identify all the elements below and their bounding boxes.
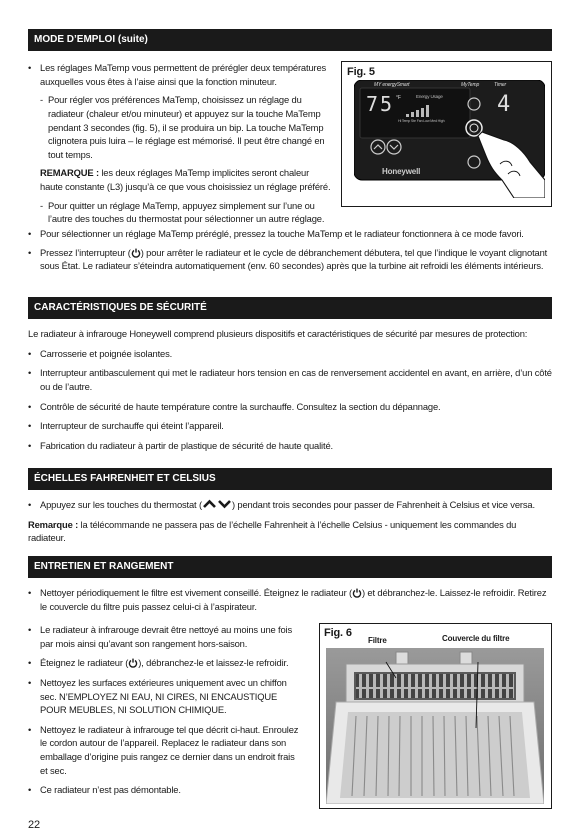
- sub-matemp-set: - Pour régler vos préférences MaTemp, choisissez un réglage du radiateur (chaleur et/ou minuteur) et appuyez sur la touche MaTemp pendant 3 secondes (fig. 5), il se produira un bip. La touche MaTemp clignotera puis luira – le réglage est mémorisé. Il peut être changé en tout temps.: [40, 93, 333, 161]
- bullet-matemp-select: • Pour sélectionner un réglage MaTemp préréglé, pressez la touche MaTemp et le radiateur fonctionnera à ce mode favori.: [28, 227, 552, 241]
- figure-6-label: Fig. 6: [324, 627, 352, 639]
- filter-cover-label: Couvercle du filtre: [442, 634, 510, 643]
- text-part: Appuyez sur les touches du thermostat (: [40, 499, 202, 510]
- section3-content: [28, 498, 552, 545]
- timer-display: 4: [497, 92, 511, 117]
- text-part: Pressez l’interrupteur (: [40, 246, 131, 258]
- mytemp-label: MyTemp: [461, 82, 480, 88]
- figure-6-frame: [319, 623, 552, 809]
- text-part: Éteignez le radiateur (: [40, 657, 129, 669]
- filter-label: Filtre: [368, 636, 387, 645]
- section1-bottom: [28, 227, 552, 273]
- bullet-monthly-clean: • Le radiateur à infrarouge devrait être nettoyé au moins une fois par mois ainsi qu’avant son rangement hors-saison.: [28, 623, 303, 650]
- honeywell-brand: Honeywell: [382, 167, 421, 176]
- power-icon: [131, 248, 141, 258]
- remark-matemp: [40, 166, 333, 193]
- text-part: ), débranchez-le et laissez-le refroidir.: [138, 657, 289, 669]
- section4-left-column: [28, 623, 303, 797]
- section-title-echelles: ÉCHELLES FAHRENHEIT ET CELSIUS: [28, 468, 552, 490]
- text-part: ) pendant trois secondes pour passer de Fahrenheit à Celsius et vice versa.: [231, 499, 535, 510]
- figure-5-label: Fig. 5: [347, 66, 375, 78]
- page-number: 22: [28, 819, 40, 831]
- mode-labels: Hi Temp Ste Fan Low Med High: [398, 119, 445, 123]
- remark-label: Remarque :: [28, 518, 79, 530]
- remark-text: la télécommande ne passera pas de l’échelle Fahrenheit à l’échelle Celsius - uniquement les commandes du radiateur.: [28, 518, 517, 544]
- safety-item: • Contrôle de sécurité de haute température contre la surchauffe. Consultez la section du dépannage.: [28, 400, 552, 414]
- section1-left-column: [28, 61, 333, 226]
- bullet-turn-off: [28, 656, 303, 670]
- section2-content: [28, 327, 552, 452]
- bullet-thermostat-toggle: [28, 498, 552, 512]
- remark-celsius: [28, 518, 552, 545]
- text-part: Nettoyer périodiquement le filtre est vivement conseillé. Éteignez le radiateur (: [40, 587, 352, 598]
- bullet-clean-filter: [28, 586, 552, 613]
- figure-5-frame: [341, 61, 552, 207]
- text-part: ) et débranchez-le. Laissez-le refroidir. Retirez le couvercle du filtre puis passez celui-ci à l’aspirateur.: [40, 587, 547, 612]
- section-title-securite: CARACTÉRISTIQUES DE SÉCURITÉ: [28, 297, 552, 319]
- chevron-down-icon: [217, 499, 232, 509]
- remark-label: REMARQUE :: [40, 167, 99, 179]
- section-title-entretien: ENTRETIEN ET RANGEMENT: [28, 556, 552, 578]
- bullet-not-removable: • Ce radiateur n’est pas démontable.: [28, 783, 303, 797]
- bullet-clean-surfaces: • Nettoyez les surfaces extérieures uniquement avec un chiffon sec. N’EMPLOYEZ NI EAU, NI CIRES, NI ENCAUSTIQUE POUR MEUBLES, NI SOLUTION CHIMIQUE.: [28, 676, 303, 717]
- section-title-mode-emploi: MODE D’EMPLOI (suite): [28, 29, 552, 51]
- temperature-display: 75: [366, 92, 395, 116]
- safety-item: • Interrupteur de surchauffe qui éteint l’appareil.: [28, 419, 552, 433]
- section4-top: [28, 586, 552, 613]
- bullet-matemp-intro: • Les réglages MaTemp vous permettent de prérégler deux températures auxquelles vous êtes à l’aise ainsi que la fonction minuteur.: [28, 61, 333, 88]
- energy-usage-label: Energy Usage: [416, 94, 443, 99]
- bullet-power-off: [28, 246, 552, 273]
- safety-item: • Fabrication du radiateur à partir de plastique de sécurité de haute qualité.: [28, 439, 552, 453]
- timer-label: Timer: [494, 82, 506, 88]
- text-part: ) pour arrêter le radiateur et le cycle de débranchement débutera, tel que l’indique le voyant clignotant sous État. Le radiateur s’éteindra automatiquement (env. 60 secondes) après que la turbine ait refroidi les éléments intérieurs.: [40, 246, 548, 272]
- bullet-storage: • Nettoyez le radiateur à infrarouge tel que décrit ci-haut. Enroulez le cordon autour de l’appareil. Replacez le radiateur dans son emballage d’origine puis rangez ce dernier dans un endroit frais et sec.: [28, 723, 303, 778]
- safety-item: • Interrupteur antibasculement qui met le radiateur hors tension en cas de renversement accidentel en avant, en arrière, d’un côté ou de l’autre.: [28, 366, 552, 393]
- chevron-up-icon: [202, 499, 217, 509]
- sub-matemp-quit: - Pour quitter un réglage MaTemp, appuyez simplement sur l’une ou l’autre des touches du thermostat pour sélectionner un autre réglage.: [40, 199, 333, 226]
- filter-photo: [326, 648, 544, 804]
- filter-illustration: [326, 648, 544, 804]
- temperature-unit: °F: [396, 95, 401, 101]
- power-icon: [128, 658, 138, 668]
- safety-intro: Le radiateur à infrarouge Honeywell comprend plusieurs dispositifs et caractéristiques de sécurité par mesures de protection:: [28, 328, 528, 339]
- safety-item: • Carrosserie et poignée isolantes.: [28, 347, 552, 361]
- power-icon: [352, 588, 362, 598]
- remark-text: les deux réglages MaTemp implicites seront chaleur haute constante (L3) jusqu’à ce que vous choisissiez un réglage préféré.: [40, 167, 331, 192]
- brand-top-text: MY energySmart: [374, 82, 410, 88]
- control-panel-image: [354, 80, 545, 198]
